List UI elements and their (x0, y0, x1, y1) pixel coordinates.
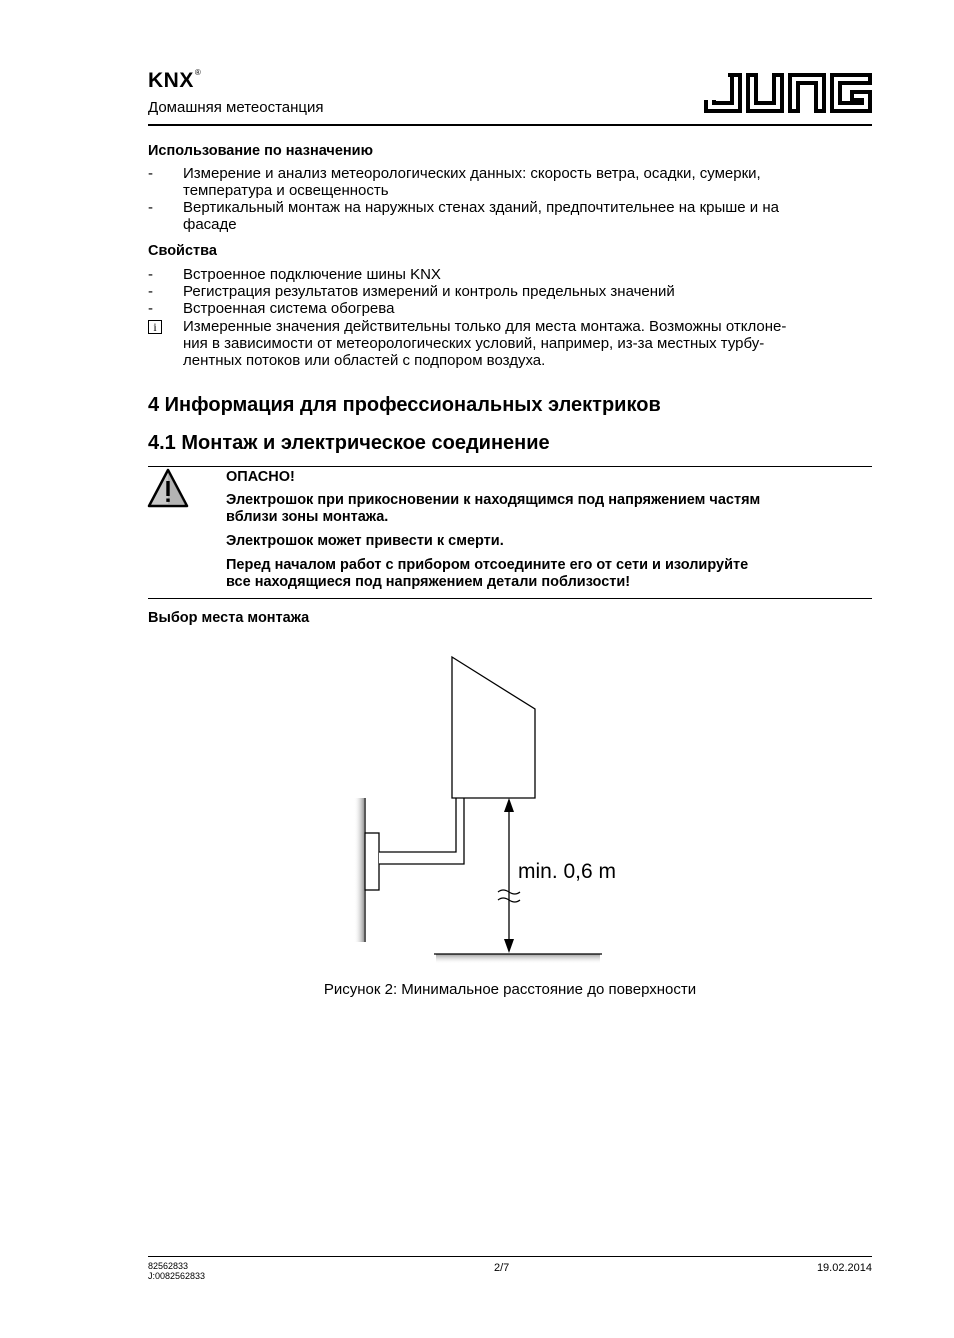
distance-label: min. 0,6 m (518, 860, 617, 883)
info-icon: i (148, 320, 162, 334)
danger-block (226, 469, 872, 591)
list-item (148, 300, 872, 317)
header-rule (148, 124, 872, 126)
bracket-arm (379, 796, 464, 864)
note-line: лентных потоков или областей с подпором воздуха. (183, 352, 546, 369)
list-item (148, 266, 872, 283)
footer-code: 82562833 (148, 1261, 189, 1271)
footer-rule (148, 1256, 872, 1257)
list-item-line: Измерение и анализ метеорологических данных: скорость ветра, осадки, сумерки, (183, 165, 761, 182)
list-item-text: Регистрация результатов измерений и контроль предельных значений (183, 283, 675, 300)
properties-heading: Свойства (148, 243, 217, 259)
danger-top-rule (148, 466, 872, 467)
mounting-distance-figure (340, 652, 640, 972)
list-marker: - (148, 199, 153, 216)
danger-title: ОПАСНО! (226, 469, 295, 485)
list-marker: - (148, 300, 153, 317)
mounting-plate (365, 833, 379, 890)
warning-triangle-icon (147, 468, 189, 508)
knx-logo: KNX® (148, 68, 202, 92)
list-item-line: температура и освещенность (183, 182, 389, 199)
device-housing (452, 657, 535, 798)
usage-list (148, 165, 872, 233)
footer-date: 19.02.2014 (816, 1262, 872, 1274)
list-item (148, 165, 872, 199)
arrow-head-up (504, 798, 514, 812)
footer-codes (148, 1261, 205, 1281)
danger-para-3 (226, 557, 872, 591)
footer-code: J:0082562833 (148, 1271, 206, 1281)
danger-line: вблизи зоны монтажа. (226, 509, 389, 525)
jung-logo (702, 70, 874, 116)
list-item-text: Встроенное подключение шины KNX (183, 266, 441, 283)
note-line: Измеренные значения действительны только для места монтажа. Возможны отклоне- (183, 318, 787, 335)
wall-shading (354, 798, 364, 942)
list-item (148, 199, 872, 233)
list-item-text: Встроенная система обогрева (183, 300, 395, 317)
list-item-line: фасаде (183, 216, 237, 233)
danger-para-1 (226, 492, 872, 526)
note-line: ния в зависимости от метеорологических условий, например, из-за местных турбу- (183, 335, 765, 352)
danger-line: Электрошок при прикосновении к находящимся под напряжением частям (226, 492, 761, 508)
danger-bottom-rule (148, 598, 872, 599)
figure-caption: Рисунок 2: Минимальное расстояние до поверхности (323, 981, 697, 998)
usage-heading: Использование по назначению (148, 143, 373, 159)
info-note (148, 318, 872, 369)
page-number: 2/7 (494, 1262, 510, 1274)
list-marker: - (148, 283, 153, 300)
danger-line: все находящиеся под напряжением детали поблизости! (226, 574, 631, 590)
properties-list (148, 266, 872, 369)
document-title: Домашняя метеостанция (148, 99, 324, 116)
list-marker: - (148, 165, 153, 182)
danger-para-2: Электрошок может привести к смерти. (226, 533, 504, 549)
mounting-heading: Выбор места монтажа (148, 610, 310, 626)
arrow-head-down (504, 939, 514, 953)
list-item (148, 283, 872, 300)
section-4-title: 4 Информация для профессиональных электриков (148, 394, 661, 416)
list-marker: - (148, 266, 153, 283)
danger-line: Перед началом работ с прибором отсоедините его от сети и изолируйте (226, 557, 749, 573)
floor-shading (436, 954, 600, 964)
list-item-line: Вертикальный монтаж на наружных стенах зданий, предпочтительнее на крыше и на (183, 199, 779, 216)
section-4-1-title: 4.1 Монтаж и электрическое соединение (148, 432, 550, 454)
jung-logo-outline (706, 75, 870, 111)
